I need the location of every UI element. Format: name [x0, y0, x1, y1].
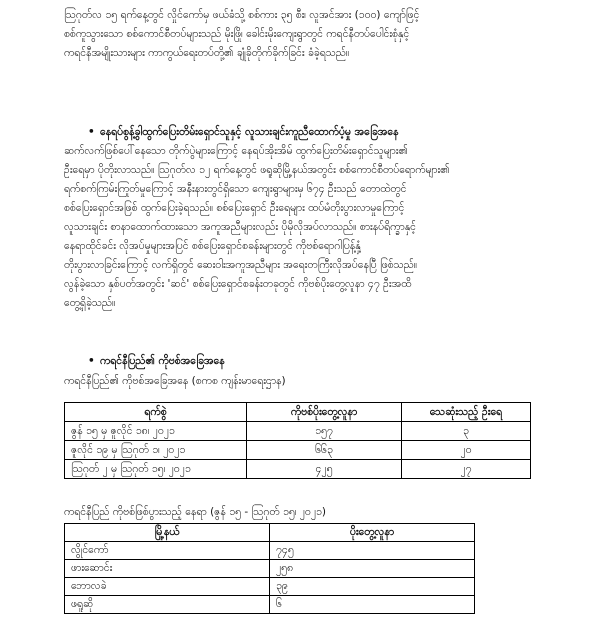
township-cell: ဘောလခဲ	[65, 578, 270, 596]
intro-line: စစ်ကူသွားသော စစ်ကောင်စီတပ်များသည် မိုးဖြို၊ ခေါင်းမိုးကျေးရွာတွင် ကရင်နီတပ်ပေါင်းစုံနှင့်	[64, 28, 410, 40]
cases-cell: ၂၅၈	[270, 560, 475, 578]
table-header-row	[65, 403, 531, 422]
para-line: တိုးပွားလာခြင်းကြောင့် လက်ရှိတွင် ဆေးဝါးအကူအညီများ အရေးတကြီးလိုအပ်နေပြီ ဖြစ်သည်။	[64, 259, 418, 271]
column-header: ပိုးတွေ့လူနာ	[270, 524, 475, 542]
section-heading-covid: • ကရင်နီပြည်၏ ကိုဗစ်အခြေအနေ	[88, 355, 225, 367]
section-heading-displacement: • နေရပ်စွန့်ခွါထွက်ပြေးတိမ်းရှောင်သူနှင့် လူသားချင်းကူညီထောက်ပံ့မှု အခြေအနေ	[88, 126, 399, 138]
deaths-cell: ၂၇	[402, 460, 531, 479]
table-row	[65, 578, 475, 596]
bullet-icon: •	[88, 355, 95, 367]
table-row	[65, 460, 531, 479]
cases-cell: ၆	[270, 596, 475, 614]
township-cell: ဖရူဆို	[65, 596, 270, 614]
township-cell: ဖားဆောင်း	[65, 560, 270, 578]
intro-line: ကရင်နီအမျိုးသားများ ကာကွယ်ရေးတပ်တို့၏ ချုံခိုတိုက်ခိုက်ခြင်း ခံခဲ့ရသည်။	[64, 47, 350, 59]
para-line: ရက်စက်ကြမ်းကြုတ်မှုကြောင့် အနီးနားတွင်ရှိသော ကျေးရွာများမှ ၆၇၄ ဦးသည် တောထဲတွင်	[64, 183, 407, 195]
table-row	[65, 542, 475, 560]
displacement-paragraph	[64, 142, 534, 313]
para-line: စစ်ပြေးရှောင်အဖြစ် ထွက်ပြေးခဲ့ရသည်။ စစ်ပြေးရှောင် ဦးရေများ ထပ်မံတိုးပွားလာမှုကြောင့်	[64, 202, 405, 214]
table-row	[65, 596, 475, 614]
cases-cell: ၆၆၃	[247, 441, 402, 460]
column-header: မြို့နယ်	[65, 524, 270, 542]
para-line: လူသားချင်း စာနာထောက်ထားသော အကူအညီများလည်း ပိုမိုလိုအပ်လာသည်။ စားနပ်ရိက္ခာနှင့်	[64, 221, 416, 233]
para-line: နေရာထိုင်ခင်း လိုအပ်မှုများအပြင် စစ်ပြေးရှောင်စခန်းများတွင် ကိုဗစ်ရောဂါပြန့်နှံ့	[64, 240, 361, 252]
para-line: လွန်ခဲ့သော နှစ်ပတ်အတွင်း 'ဆင်' စစ်ပြေးရှောင်စခန်းတခုတွင် ကိုဗစ်ပိုးတွေ့လူနာ ၄၇ ဦးအထိ	[64, 278, 412, 290]
township-cell: လွိုင်ကော်	[65, 542, 270, 560]
cases-cell: ၃၉	[270, 578, 475, 596]
cases-cell: ၁၅၇	[247, 422, 402, 441]
table-row	[65, 560, 475, 578]
cases-cell: ၄၂၅	[247, 460, 402, 479]
date-cell: ဇွန် ၁၅ မှ ဇူလိုင် ၁၈၊ ၂၀၂၁	[65, 422, 247, 441]
column-header: သေဆုံးသည့် ဦးရေ	[402, 403, 531, 422]
date-cell: ဩဂုတ် ၂ မှ ဩဂုတ် ၁၅၊ ၂၀၂၁	[65, 460, 247, 479]
table2-caption: ကရင်နီပြည် ကိုဗစ်ဖြစ်ပွားသည့် နေရာ (ဇွန် ၁၅ - ဩဂုတ် ၁၅၊ ၂၀၂၁)	[64, 506, 326, 518]
table-row	[65, 441, 531, 460]
para-line: တွေ့ရှိခဲ့သည်။	[64, 297, 116, 309]
covid-township-table	[64, 523, 475, 614]
column-header: ရက်စွဲ	[65, 403, 247, 422]
table-header-row	[65, 524, 475, 542]
intro-paragraph	[64, 6, 534, 63]
table-row	[65, 422, 531, 441]
intro-line: ဩဂုတ်လ ၁၅ ရက်နေ့တွင် လှိုင်ကော်မှ ဖယ်ခံသို့ စစ်ကား ၃၅ စီး၊ လူအင်အား (၁၀၀) ကျော်ဖြင့်	[64, 9, 420, 21]
column-header: ကိုဗစ်ပိုးတွေ့လူနာ	[247, 403, 402, 422]
cases-cell: ၇၄၅	[270, 542, 475, 560]
para-line: ဦးရေမှာ ပိုတိုးလာသည်။ ဩဂုတ်လ ၁၂ ရက်နေ့တွင် ဖရူဆိုမြို့နယ်အတွင်း စစ်ကောင်စီတပ်ရောက်များ၏	[64, 164, 450, 176]
para-line: ဆက်လက်ဖြစ်ပေါ်နေသော တိုက်ပွဲများကြောင့် နေရပ်အိုးအိမ် ထွက်ပြေးတိမ်းရှောင်သူများ၏	[64, 145, 408, 157]
covid-status-table	[64, 402, 531, 479]
deaths-cell: ၃	[402, 422, 531, 441]
deaths-cell: ၂၀	[402, 441, 531, 460]
date-cell: ဇူလိုင် ၁၉ မှ ဩဂုတ် ၁၊ ၂၀၂၁	[65, 441, 247, 460]
bullet-icon: •	[88, 126, 95, 138]
table1-caption: ကရင်နီပြည်၏ ကိုဗစ်အခြေအနေ (စကစ ကျန်းမာရေးဌာန)	[64, 375, 286, 387]
